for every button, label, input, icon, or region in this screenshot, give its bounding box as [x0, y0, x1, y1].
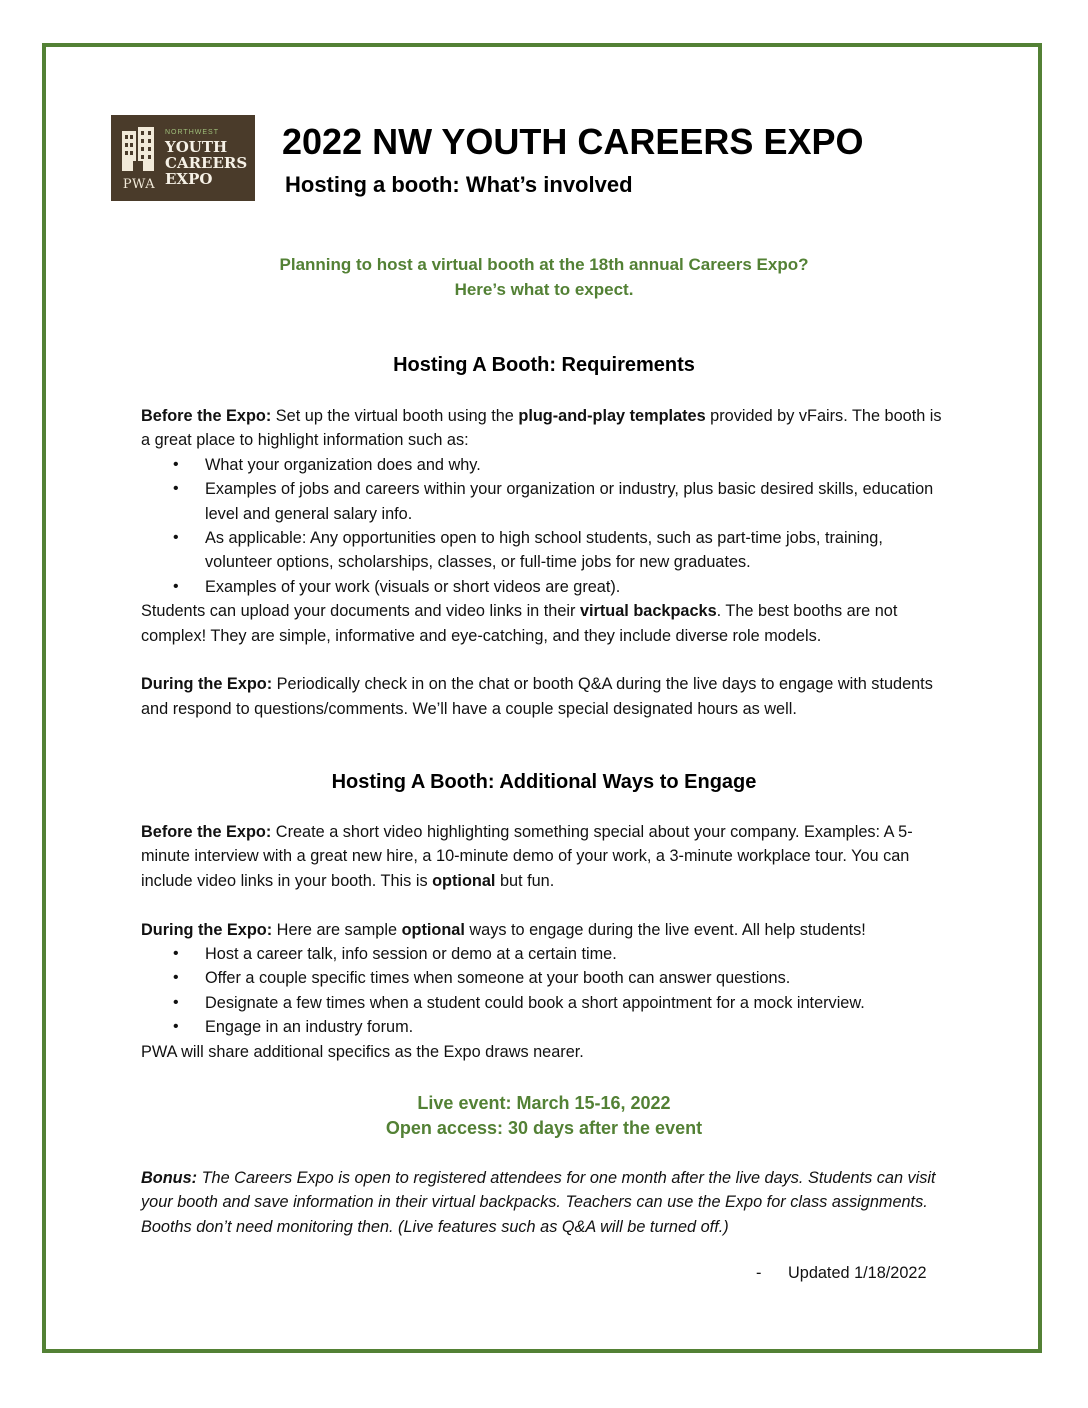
logo-wordmark	[165, 139, 247, 187]
templates-emphasis: plug-and-play templates	[518, 407, 706, 425]
optional-emphasis: optional	[432, 871, 496, 890]
optional-emphasis-2: optional	[401, 920, 465, 939]
building-icon	[119, 127, 159, 175]
logo-word-expo: EXPO	[165, 170, 213, 188]
logo-pwa-text: PWA	[122, 177, 156, 192]
open-access-period: Open access: 30 days after the event	[385, 1118, 703, 1138]
engage-section	[141, 820, 951, 1064]
engage-before-text-b: but fun.	[495, 871, 555, 890]
list-item: • Host a career talk, info session or demo at a certain time.	[141, 942, 951, 966]
requirements-section	[141, 404, 951, 721]
engage-during-text-a: Here are sample	[272, 920, 402, 939]
engage-before-text-a: Create a short video highlighting something special about your company. Examples: A 5-minute interview with a great new hire, a 10-minute demo of your work, a 3-minute workplace tour. You can include video links in your booth. This is	[141, 823, 913, 890]
section-heading-engage: Hosting A Booth: Additional Ways to Engage	[331, 771, 757, 793]
updated-dash: -	[756, 1264, 762, 1282]
section-heading-requirements: Hosting A Booth: Requirements	[393, 354, 695, 376]
logo-northwest-text: NORTHWEST	[165, 129, 219, 136]
closing-paragraph: PWA will share additional specifics as the Expo draws nearer.	[141, 1042, 584, 1061]
page-title: 2022 NW YOUTH CAREERS EXPO	[282, 121, 864, 162]
list-item: • Designate a few times when a student could book a short appointment for a mock interview.	[141, 991, 951, 1015]
intro-line-2: Here’s what to expect.	[454, 280, 634, 299]
booth-content-list	[141, 453, 951, 599]
live-event-date: Live event: March 15-16, 2022	[417, 1093, 671, 1113]
during-expo-label: During the Expo:	[141, 675, 273, 694]
logo-word-youth: YOUTH	[165, 138, 228, 156]
bonus-paragraph	[141, 1166, 951, 1239]
engage-options-list	[141, 942, 951, 1040]
backpacks-text-b: . The best booths are not complex! They are simple, informative and eye-catching, and they include diverse role models.	[141, 602, 898, 645]
during-expo-text: Periodically check in on the chat or booth Q&A during the live days to engage with students and respond to questions/comments. We’ll have a couple special designated hours as well.	[141, 675, 933, 718]
engage-during-label: During the Expo:	[141, 920, 273, 939]
updated-date	[756, 1261, 927, 1285]
during-expo-paragraph	[141, 672, 951, 721]
before-expo-label: Before the Expo:	[141, 407, 272, 425]
backpacks-emphasis: virtual backpacks	[579, 602, 717, 621]
engage-during-text-b: ways to engage during the live event. All help students!	[464, 920, 866, 939]
event-dates	[0, 1091, 1088, 1141]
before-expo-text-b: provided by vFairs. The booth is a great place to highlight information such as:	[141, 407, 942, 450]
list-item: • What your organization does and why.	[141, 453, 951, 477]
backpacks-text-a: Students can upload your documents and video links in their	[141, 602, 580, 621]
intro-callout	[0, 252, 1088, 302]
list-item: • Offer a couple specific times when someone at your booth can answer questions.	[141, 966, 951, 990]
list-item: • Engage in an industry forum.	[141, 1015, 951, 1039]
engage-before-label: Before the Expo:	[141, 823, 272, 841]
updated-text: Updated 1/18/2022	[788, 1264, 927, 1282]
backpacks-paragraph	[141, 599, 951, 648]
bonus-text: The Careers Expo is open to registered attendees for one month after the live days. Students can visit your booth and save information in their virtual backpacks. Teachers can use the Expo for class assignments. Booths don’t need monitoring then. (Live features such as Q&A will be turned off.)	[141, 1169, 936, 1236]
logo-word-careers: CAREERS	[165, 154, 248, 172]
list-item: • Examples of your work (visuals or short videos are great).	[141, 575, 951, 599]
list-item: • Examples of jobs and careers within your organization or industry, plus basic desired skills, education level and general salary info.	[141, 477, 951, 526]
expo-logo	[111, 115, 255, 201]
before-expo-paragraph	[141, 404, 951, 453]
before-expo-text-a: Set up the virtual booth using the	[271, 407, 519, 425]
intro-line-1: Planning to host a virtual booth at the 18th annual Careers Expo?	[279, 255, 809, 274]
page-subtitle: Hosting a booth: What’s involved	[285, 172, 633, 197]
list-item: • As applicable: Any opportunities open to high school students, such as part-time jobs, training, volunteer options, scholarships, classes, or full-time jobs for new graduates.	[141, 526, 951, 575]
engage-during-paragraph	[141, 918, 951, 942]
engage-before-paragraph	[141, 820, 951, 893]
bonus-label: Bonus:	[141, 1169, 198, 1187]
